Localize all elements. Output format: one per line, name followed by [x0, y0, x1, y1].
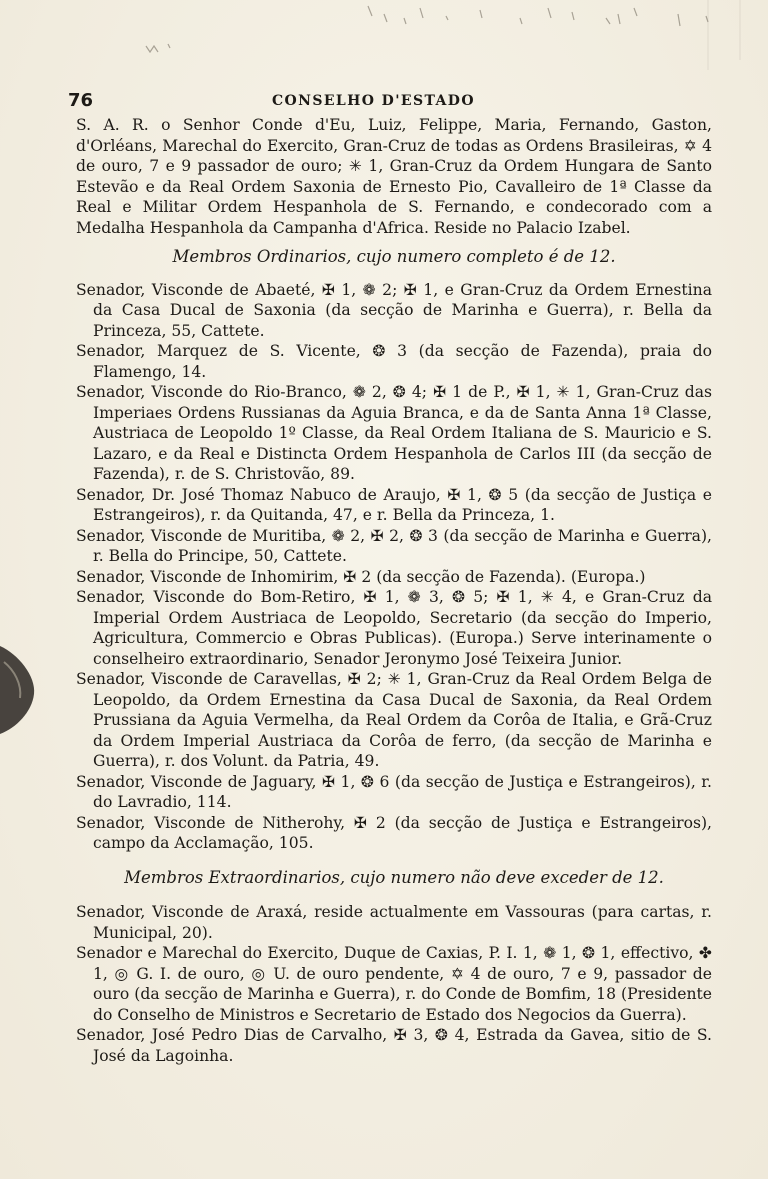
extraordinary-member-entry: Senador, José Pedro Dias de Carvalho, ✠ 3, ❂ 4, Estrada da Gavea, sitio de S. José da Lagoinha.: [76, 1026, 712, 1065]
ordinary-member-entry: Senador, Marquez de S. Vicente, ❂ 3 (da secção de Fazenda), praia do Flamengo, 14.: [76, 342, 712, 381]
extraordinary-member-entry: Senador, Visconde de Araxá, reside actualmente em Vassouras (para cartas, r. Municipal, 20).: [76, 903, 712, 942]
running-head: CONSELHO D'ESTADO: [272, 93, 475, 109]
extraordinary-members-heading: Membros Extraordinarios, cujo numero não deve exceder de 12.: [124, 867, 664, 887]
page-number: 76: [68, 90, 94, 111]
intro-entry: S. A. R. o Senhor Conde d'Eu, Luiz, Felippe, Maria, Fernando, Gaston, d'Orléans, Marechal do Exercito, Gran-Cruz de todas as Ordens Brasileiras, ✡ 4 de ouro, 7 e 9 passador de ouro; ✳ 1, Gran-Cruz da Ordem Hungara de Santo Estevão e da Real Ordem Saxonia de Ernesto Pio, Cavalleiro de 1ª Classe da Real e Militar Ordem Hespanhola de S. Fernando, e condecorado com a Medalha Hespanhola da Campanha d'Africa. Reside no Palacio Izabel.: [76, 116, 712, 237]
ordinary-member-entry: Senador, Visconde de Caravellas, ✠ 2; ✳ 1, Gran-Cruz da Real Ordem Belga de Leopoldo, da Ordem Ernestina da Casa Ducal de Saxonia, da Real Ordem Prussiana da Aguia Vermelha, da Real Ordem da Corôa de Italia, e Grã-Cruz da Ordem Imperial Austriaca da Corôa de ferro, (da secção de Marinha e Guerra), r. dos Volunt. da Patria, 49.: [76, 670, 712, 770]
ordinary-member-entry: Senador, Visconde de Inhomirim, ✠ 2 (da secção de Fazenda). (Europa.): [76, 567, 646, 586]
ordinary-members-heading: Membros Ordinarios, cujo numero completo é de 12.: [172, 247, 616, 266]
page-body: [76, 115, 712, 1066]
page-header: [68, 88, 718, 114]
extraordinary-member-entry: Senador e Marechal do Exercito, Duque de Caxias, P. I. 1, ❁ 1, ❂ 1, effectivo, ✤ 1, ◎ G. I. de ouro, ◎ U. de ouro pendente, ✡ 4 de ouro, 7 e 9, passador de ouro (da secção de Marinha e Guerra), r. do Conde de Bomfim, 18 (Presidente do Conselho de Ministros e Secretario de Estado dos Negocios da Guerra).: [76, 944, 712, 1024]
page-edge-tab: [0, 640, 40, 740]
ordinary-member-entry: Senador, Visconde de Abaeté, ✠ 1, ❁ 2; ✠ 1, e Gran-Cruz da Ordem Ernestina da Casa Ducal de Saxonia (da secção de Marinha e Guerra), r. Bella da Princeza, 55, Cattete.: [76, 280, 712, 340]
ordinary-member-entry: Senador, Visconde de Muritiba, ❁ 2, ✠ 2, ❂ 3 (da secção de Marinha e Guerra), r. Bella do Principe, 50, Cattete.: [76, 526, 712, 565]
ordinary-member-entry: Senador, Visconde de Nitherohy, ✠ 2 (da secção de Justiça e Estrangeiros), campo da Acclamação, 105.: [76, 813, 712, 852]
ordinary-member-entry: Senador, Visconde de Jaguary, ✠ 1, ❂ 6 (da secção de Justiça e Estrangeiros), r. do Lavradio, 114.: [76, 772, 712, 811]
ordinary-member-entry: Senador, Dr. José Thomaz Nabuco de Araujo, ✠ 1, ❂ 5 (da secção de Justiça e Estrangeiros), r. da Quitanda, 47, e r. Bella da Princeza, 1.: [76, 485, 712, 524]
ordinary-member-entry: Senador, Visconde do Bom-Retiro, ✠ 1, ❁ 3, ❂ 5; ✠ 1, ✳ 4, e Gran-Cruz da Imperial Ordem Austriaca de Leopoldo, Secretario (da secção do Imperio, Agricultura, Commercio e Obras Publicas). (Europa.) Serve interinamente o conselheiro extraordinario, Senador Jeronymo José Teixeira Junior.: [76, 588, 712, 668]
ordinary-member-entry: Senador, Visconde do Rio-Branco, ❁ 2, ❂ 4; ✠ 1 de P., ✠ 1, ✳ 1, Gran-Cruz das Imperiaes Ordens Russianas da Aguia Branca, e da de Santa Anna 1ª Classe, Austriaca de Leopoldo 1º Classe, da Real Ordem Italiana de S. Mauricio e S. Lazaro, e da Real e Distincta Ordem Hespanhola de Carlos III (da secção de Fazenda), r. de S. Christovão, 89.: [76, 383, 712, 483]
bleed-through-marks: [0, 0, 768, 80]
